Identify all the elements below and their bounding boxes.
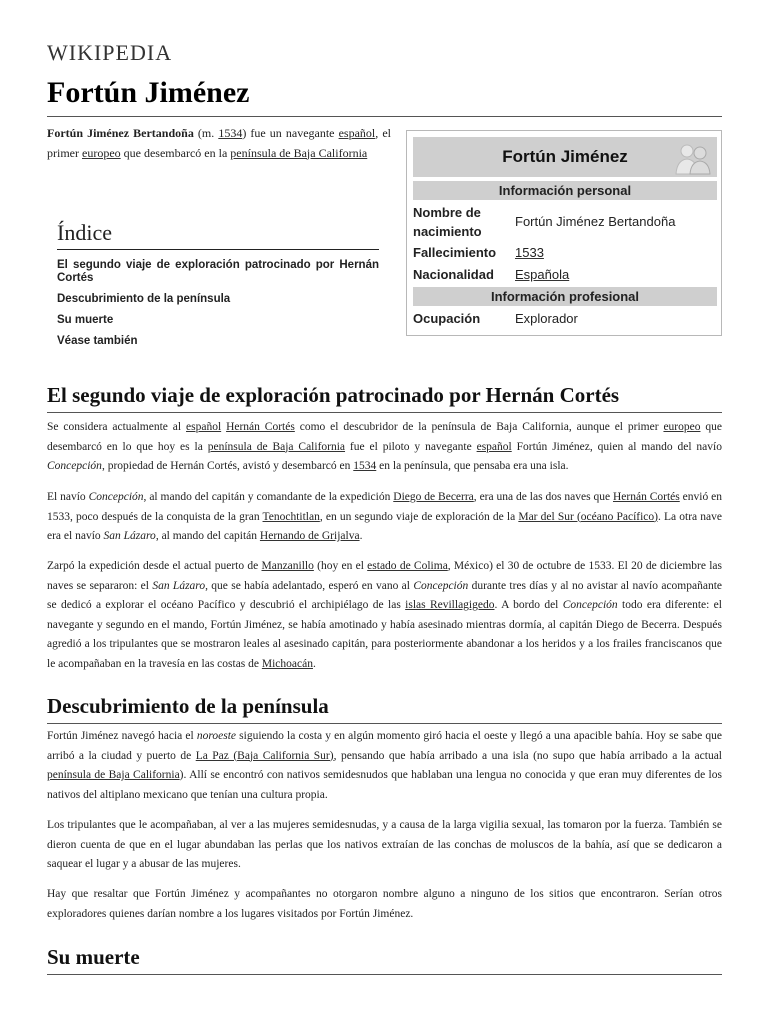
subject-name: Fortún Jiménez Bertandoña [47,126,194,140]
text: Zarpó la expedición desde el actual puerto de [47,560,262,572]
emphasis: noroeste [196,730,237,742]
section-heading: Su muerte [47,945,722,975]
infobox [406,130,722,336]
text: Se considera actualmente al [47,421,187,433]
text: (m. [193,126,219,140]
infobox-link-fallecimiento[interactable]: 1533 [515,245,544,260]
text: envió en 1533, poco después de la conquista de la gran [47,491,722,523]
text: como el descubridor de la península de Baja California, aunque el primer [294,421,664,433]
text: , México) el 30 de octubre de 1533. El 20 de diciembre las naves se separaron: el [47,560,722,592]
text: , el primer [47,126,391,160]
infobox-section-personal: Información personal [413,181,717,200]
text: en la península, que pensaba era una isla. [376,460,569,472]
link[interactable]: Michoacán [261,657,313,670]
infobox-section-profesional: Información profesional [413,287,717,306]
text: . [312,657,316,670]
wikipedia-logo[interactable]: WIKIPEDIA [47,40,173,65]
ship-name: San Lázaro [103,530,156,542]
text: , propiedad de Hernán Cortés, avistó y desembarcó en [101,460,354,472]
ship-name: Concepción [47,460,102,472]
link[interactable]: Hernán Cortés [612,491,680,503]
infobox-value: Explorador [515,311,578,326]
text: , al mando del capitán [155,530,260,542]
infobox-label: Ocupación [413,311,481,326]
toc-item[interactable]: El segundo viaje de exploración patrocinado por Hernán Cortés [57,259,379,284]
infobox-label: Nombre de nacimiento [413,205,482,239]
lead-paragraph [47,124,391,163]
link-espanol[interactable]: español [338,126,376,140]
text: durante tres días y al no avistar al navío acompañante se dedicó a explorar el océano Pacífico y descubrió el archipiélago de las [47,579,722,611]
link-europeo[interactable]: europeo [82,145,121,160]
infobox-title [413,137,717,177]
text: . [359,530,363,542]
text: que desembarcó en lo que hoy es la [47,421,723,453]
link-peninsula[interactable]: península de Baja California [230,145,368,160]
infobox-link-nacionalidad[interactable]: Española [515,267,570,282]
people-icon [673,141,713,175]
table-of-contents [57,220,379,348]
toc-title: Índice [57,220,379,250]
text: , en un segundo viaje de exploración de la [319,510,519,523]
page-title: Fortún Jiménez [47,76,722,117]
infobox-title-text: Fortún Jiménez [502,147,628,166]
text: . A bordo del [494,599,563,611]
text: fue el piloto y navegante [345,440,477,453]
text: (hoy en el [313,560,368,572]
text: . La otra nave era el navío [47,510,723,542]
link[interactable]: Diego de Becerra [393,491,474,503]
link[interactable]: Mar del Sur (océano Pacífico) [518,510,658,523]
toc-item[interactable]: Véase también [57,335,138,347]
link[interactable]: Manzanillo [261,560,314,572]
text: , era una de las dos naves que [473,491,613,503]
text: Fortún Jiménez navegó hacia el [47,730,197,742]
paragraph: Hay que resaltar que Fortún Jiménez y acompañantes no otorgaron nombre alguno a ninguno de los sitios que encontraron. Serían otros exploradores quienes darían nombre a los lugares visitados por Fortún Jiménez. [47,888,722,920]
link[interactable]: español [476,440,512,453]
link[interactable]: Tenochtitlan [262,510,320,523]
infobox-value: Fortún Jiménez Bertandoña [515,214,676,229]
text: El navío [47,491,89,503]
text: , que se había adelantado, esperó en vano al [205,579,414,592]
text: ) fue un navegante [242,126,339,140]
link[interactable]: islas Revillagigedo [405,599,495,611]
paragraph [47,727,722,805]
link[interactable]: La Paz (Baja California Sur) [195,749,334,762]
ship-name: Concepción [413,579,469,592]
infobox-label: Fallecimiento [413,245,497,260]
link[interactable]: español [186,421,222,433]
text: todo era diferente: el navegante y segundo en el mando, Fortún Jiménez, se había amotinado y había asesinado mientras dormía, al capitán Diego de Becerra. Después agredió a los tripulantes que se mostraron leales al asesinado capitán, para posteriormente abandonar a los heridos y a los frailes franciscanos que le acompañaban en la travesía en las costas de [47,599,722,670]
paragraph: Los tripulantes que le acompañaban, al ver a las mujeres semidesnudas, y a causa de la larga vigilia sexual, las tomaron por la fuerza. También se dieron cuenta de que en el lugar abundaban las perlas que los nativos extraían de las conchas de moluscos de la bahía, así que se dedicaron a saquear el lugar y a abusar de las mujeres. [47,819,722,870]
toc-item[interactable]: Descubrimiento de la península [57,293,231,305]
link[interactable]: Hernando de Grijalva [259,530,360,542]
text: Fortún Jiménez, quien al mando del navío [511,440,722,453]
ship-name: Concepción [88,491,144,503]
link[interactable]: europeo [663,421,701,433]
section-heading: Descubrimiento de la península [47,694,722,724]
text: que desembarcó en la [120,145,231,160]
link-1534[interactable]: 1534 [218,126,243,140]
ship-name: San Lázaro [152,579,206,592]
link[interactable]: península de Baja California [47,769,180,781]
infobox-label: Nacionalidad [413,267,494,282]
link[interactable]: península de Baja California [207,440,346,453]
text: siguiendo la costa y en algún momento giró hacia el oeste y llegó a una apacible bahía. Hoy se sabe que arribó a la ciudad y puerto de [47,730,722,762]
link[interactable]: Hernán Cortés [226,421,295,433]
text: ). Allí se encontró con nativos semidesnudos que hablaban una lengua no conocida y que eran muy diferentes de los nativos del altiplano mexicano que tenían una cultura propia. [47,769,722,801]
section-heading: El segundo viaje de exploración patrocinado por Hernán Cortés [47,383,722,413]
ship-name: Concepción [562,599,618,611]
text: , al mando del capitán y comandante de la expedición [143,491,394,503]
paragraph [47,557,722,674]
link[interactable]: 1534 [353,460,377,472]
paragraph [47,488,722,547]
paragraph [47,418,722,477]
link[interactable]: estado de Colima [367,560,448,572]
toc-item[interactable]: Su muerte [57,314,114,326]
text: , pensando que había arribado a una isla (no supo que había arribado a la actual [333,749,722,762]
